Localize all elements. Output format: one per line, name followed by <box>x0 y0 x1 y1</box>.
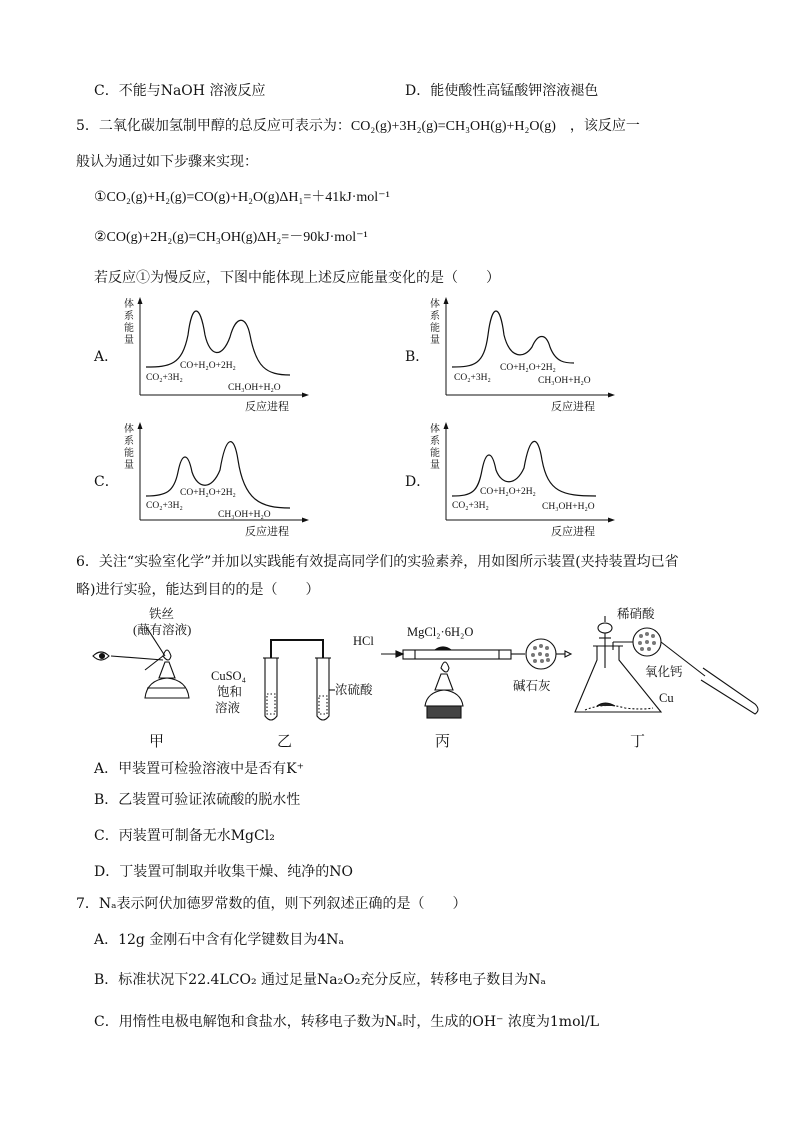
energy-diagram-c <box>110 420 310 545</box>
q6-option-a[interactable]: A．甲装置可检验溶液中是否有K⁺ <box>94 761 304 777</box>
q5-stem-line2: 般认为通过如下步骤来实现： <box>76 154 258 170</box>
label-mgcl2-hydrate: MgCl₂·6H₂O <box>407 625 474 639</box>
yi-apparatus <box>263 640 335 720</box>
energy-curve <box>146 442 290 508</box>
q6-stem-line2: 略)进行实验，能达到目的的是（ ） <box>76 582 320 598</box>
wood-block <box>427 706 461 718</box>
q4-option-d[interactable]: D．能使酸性高锰酸钾溶液褪色 <box>405 83 599 99</box>
state-end: CH₃OH+H₂O <box>542 502 595 512</box>
label-copper: Cu <box>659 691 674 705</box>
granule-dots <box>531 632 656 663</box>
energy-diagram-d <box>416 420 616 545</box>
ylabel-char: 能 <box>124 448 134 459</box>
q7-option-b[interactable]: B．标准状况下22.4LCO₂ 通过足量Na₂O₂充分反应，转移电子数目为Nₐ <box>94 972 546 988</box>
ylabel-char: 能 <box>430 323 440 334</box>
q7-option-c[interactable]: C．用惰性电极电解饱和食盐水，转移电子数为Nₐ时，生成的OH⁻ 浓度为1mol/L <box>94 1014 599 1030</box>
x-axis-label: 反应进程 <box>551 526 595 538</box>
q5-option-c-label[interactable]: C． <box>94 474 119 490</box>
jia-apparatus <box>93 628 189 698</box>
label-soda-lime: 碱石灰 <box>513 679 551 693</box>
ylabel-char: 量 <box>430 460 440 471</box>
caption-ding: 丁 <box>630 734 646 750</box>
energy-diagram-a <box>110 295 310 420</box>
ylabel-char: 体 <box>124 424 134 435</box>
label-dipped-solution: (蘸有溶液) <box>133 623 192 637</box>
state-start: CO₂+3H₂ <box>452 501 489 511</box>
caption-jia: 甲 <box>149 734 165 750</box>
label-cuso4: CuSO₄ <box>211 669 246 683</box>
state-start: CO₂+3H₂ <box>146 373 183 383</box>
label-iron-wire: 铁丝 <box>149 607 175 621</box>
label-hcl: HCl <box>353 634 374 648</box>
q5-option-d-label[interactable]: D． <box>405 474 431 490</box>
q5-stem-suffix: ，该反应一 <box>569 118 640 134</box>
x-axis-arrow <box>302 518 309 523</box>
state-end: CH₃OH+H₂O <box>218 510 271 520</box>
separatory-funnel <box>598 623 612 633</box>
x-axis-label: 反应进程 <box>551 401 595 413</box>
ylabel-char: 能 <box>430 448 440 459</box>
ylabel-char: 量 <box>124 335 134 346</box>
q5-option-a-label[interactable]: A． <box>94 349 119 365</box>
q4-option-c[interactable]: C．不能与NaOH 溶液反应 <box>94 83 266 99</box>
label-conc-sulfuric-acid: 浓硫酸 <box>335 683 373 697</box>
q7-stem: 7．Nₐ表示阿伏加德罗常数的值，则下列叙述正确的是（ ） <box>76 896 467 912</box>
state-end: CH₃OH+H₂O <box>538 376 591 386</box>
state-end: CH₃OH+H₂O <box>228 383 281 393</box>
ylabel-char: 能 <box>124 323 134 334</box>
q5-stem-line1 <box>76 117 640 136</box>
state-mid: CO+H₂O+2H₂ <box>180 488 236 498</box>
ylabel-char: 系 <box>124 436 134 447</box>
ylabel-char: 系 <box>430 311 440 322</box>
y-axis-arrow <box>444 422 449 429</box>
state-mid: CO+H₂O+2H₂ <box>480 487 536 497</box>
q6-option-d[interactable]: D．丁装置可制取并收集干燥、纯净的NO <box>94 864 353 880</box>
q6-apparatus-figure <box>85 598 775 758</box>
ylabel-char: 量 <box>430 335 440 346</box>
energy-curve <box>452 311 574 367</box>
q5-step1-equation: ①CO₂(g)+H₂(g)=CO(g)+H₂O(g)ΔH₁=＋41kJ·mol⁻¹ <box>94 190 390 205</box>
label-saturated: 饱和 <box>217 685 243 699</box>
q5-question: 若反应①为慢反应，下图中能体现上述反应能量变化的是（ ） <box>94 270 500 286</box>
q6-option-c[interactable]: C．丙装置可制备无水MgCl₂ <box>94 828 275 844</box>
ylabel-char: 体 <box>430 424 440 435</box>
ylabel-char: 系 <box>124 311 134 322</box>
caption-yi: 乙 <box>277 734 293 750</box>
q6-stem-line1: 6．关注“实验室化学”并加以实践能有效提高同学们的实验素养，用如图所示装置(夹持装置均已省 <box>76 554 679 570</box>
label-dilute-nitric-acid: 稀硝酸 <box>617 607 655 621</box>
x-axis-label: 反应进程 <box>245 401 289 413</box>
label-solution: 溶液 <box>215 701 241 715</box>
state-start: CO₂+3H₂ <box>454 373 491 383</box>
y-axis-arrow <box>138 297 143 304</box>
x-axis-arrow <box>608 393 615 398</box>
caption-bing: 丙 <box>435 734 451 750</box>
ylabel-char: 体 <box>430 299 440 310</box>
q5-option-b-label[interactable]: B． <box>405 349 430 365</box>
y-axis-arrow <box>138 422 143 429</box>
q5-step2-equation: ②CO(g)+2H₂(g)=CH₃OH(g)ΔH₂=－90kJ·mol⁻¹ <box>94 230 368 245</box>
ylabel-char: 系 <box>430 436 440 447</box>
state-mid: CO+H₂O+2H₂ <box>180 361 236 371</box>
x-axis-arrow <box>608 518 615 523</box>
x-axis-label: 反应进程 <box>245 526 289 538</box>
q5-total-equation: CO₂(g)+3H₂(g)=CH₃OH(g)+H₂O(g) <box>350 119 556 134</box>
q5-stem-prefix: 5．二氧化碳加氢制甲醇的总反应可表示为： <box>76 118 351 134</box>
y-axis-arrow <box>444 297 449 304</box>
state-mid: CO+H₂O+2H₂ <box>500 363 556 373</box>
x-axis-arrow <box>302 393 309 398</box>
ylabel-char: 量 <box>124 460 134 471</box>
label-calcium-oxide: 氧化钙 <box>645 665 683 679</box>
energy-diagram-b <box>416 295 616 420</box>
q6-option-b[interactable]: B．乙装置可验证浓硫酸的脱水性 <box>94 792 301 808</box>
q7-option-a[interactable]: A．12g 金刚石中含有化学键数目为4Nₐ <box>94 932 344 948</box>
state-start: CO₂+3H₂ <box>146 501 183 511</box>
collecting-test-tube <box>701 668 758 714</box>
ylabel-char: 体 <box>124 299 134 310</box>
